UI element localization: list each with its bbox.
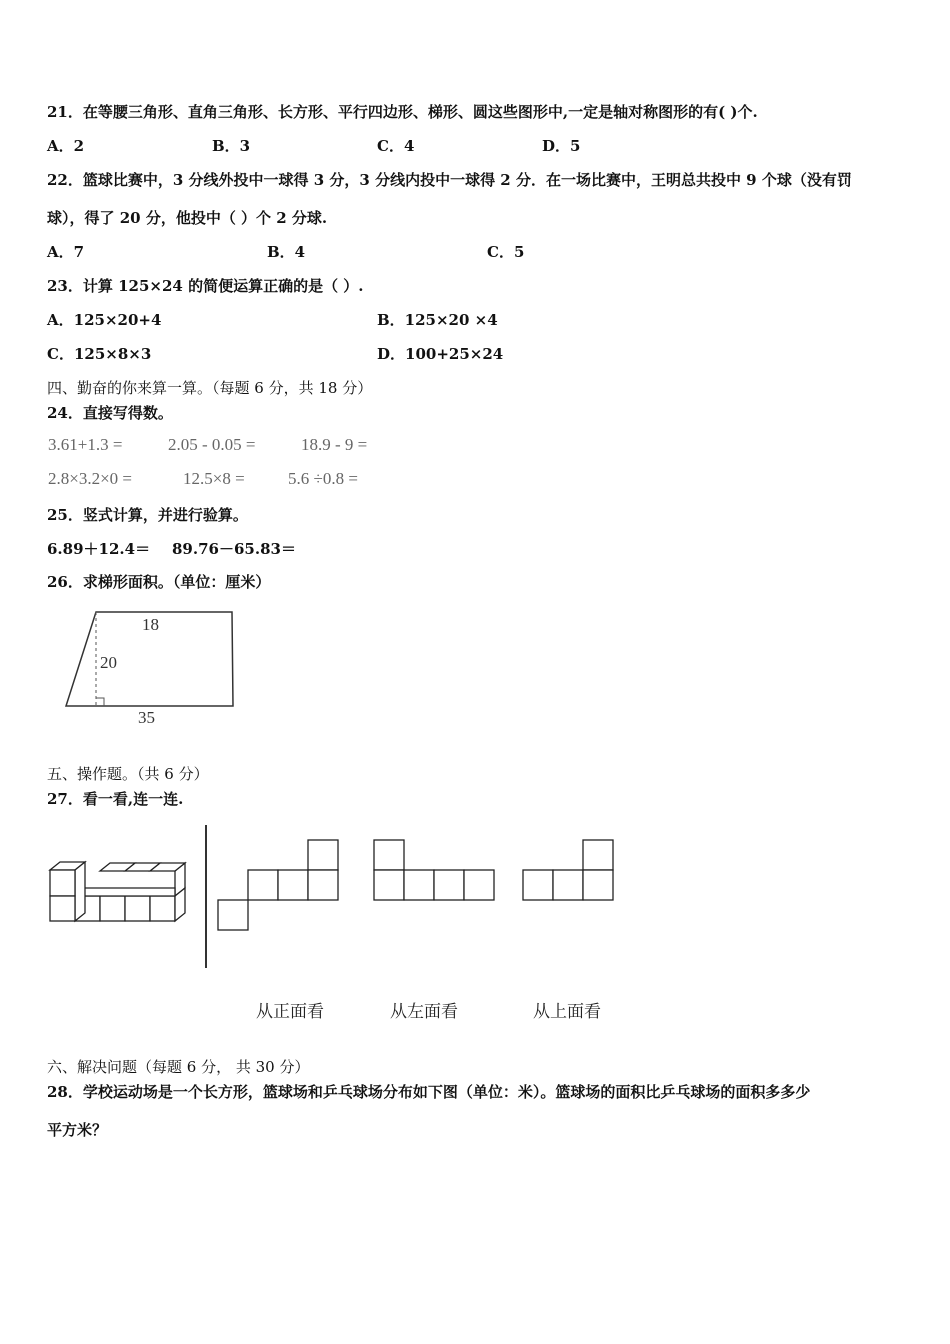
- section5-title: 五、操作题。（共 6 分）: [47, 765, 209, 783]
- q24-calc-4: 2.8×3.2×0 =: [48, 469, 133, 488]
- q21-option-b: B．3: [212, 137, 251, 155]
- q22-option-b: B．4: [267, 243, 306, 261]
- q28-stem-line2: 平方米？: [47, 1121, 108, 1139]
- q24-calc-2: 2.05 - 0.05 =: [168, 435, 256, 454]
- q28-stem-line1: 28．学校运动场是一个长方形，篮球场和乒乓球场分布如下图（单位：米）。篮球场的面积比乒乓球场的面积多多少: [47, 1083, 811, 1101]
- q23-stem: 23．计算 125×24 的简便运算正确的是（ ）.: [47, 277, 364, 295]
- view-figure-1: [218, 838, 343, 933]
- q22-stem-line2: 球），得了 20 分，他投中（ ）个 2 分球.: [47, 209, 328, 227]
- q21-option-c: C．4: [377, 137, 415, 155]
- view-label-top: 从上面看: [533, 1002, 601, 1022]
- q26-stem: 26．求梯形面积。（单位：厘米）: [47, 573, 271, 591]
- view-figure-2: [372, 838, 497, 903]
- q23-option-c: C．125×8×3: [47, 345, 152, 363]
- right-angle-mark: [96, 698, 104, 706]
- cube-solid-figure: [40, 860, 190, 940]
- q24-calc-3: 18.9 - 9 =: [301, 435, 368, 454]
- q24-calc-1: 3.61+1.3 =: [48, 435, 123, 454]
- section4-title: 四、勤奋的你来算一算。（每题 6 分，共 18 分）: [47, 379, 373, 397]
- q25-item-1: 6.89＋12.4＝: [47, 540, 151, 558]
- trapezoid-top-label: 18: [142, 615, 159, 634]
- view-figure-3: [521, 838, 616, 903]
- section6-title: 六、解决问题（每题 6 分， 共 30 分）: [47, 1058, 310, 1076]
- q24-calc-5: 12.5×8 =: [183, 469, 245, 488]
- view-label-left: 从左面看: [390, 1002, 458, 1022]
- q23-option-b: B．125×20 ×4: [377, 311, 498, 329]
- vertical-divider: [205, 825, 207, 968]
- view-label-front: 从正面看: [256, 1002, 324, 1022]
- q22-option-c: C．5: [487, 243, 525, 261]
- trapezoid-height-label: 20: [100, 653, 117, 672]
- q23-option-a: A．125×20+4: [47, 311, 162, 329]
- q27-stem: 27．看一看,连一连.: [47, 790, 184, 808]
- q21-stem: 21．在等腰三角形、直角三角形、长方形、平行四边形、梯形、圆这些图形中,一定是轴对称图形的有( )个.: [47, 103, 758, 121]
- q24-stem: 24．直接写得数。: [47, 404, 173, 422]
- q21-option-a: A．2: [47, 137, 85, 155]
- trapezoid-bottom-label: 35: [138, 708, 155, 727]
- q23-option-d: D．100+25×24: [377, 345, 504, 363]
- q24-calc-6: 5.6 ÷0.8 =: [288, 469, 358, 488]
- q22-option-a: A．7: [47, 243, 85, 261]
- q25-stem: 25．竖式计算，并进行验算。: [47, 506, 248, 524]
- q22-stem-line1: 22．篮球比赛中，3 分线外投中一球得 3 分，3 分线内投中一球得 2 分．在一场比赛中，王明总共投中 9 个球（没有罚: [47, 171, 852, 189]
- q21-option-d: D．5: [542, 137, 581, 155]
- trapezoid-figure: [60, 605, 245, 730]
- q25-item-2: 89.76－65.83＝: [172, 540, 296, 558]
